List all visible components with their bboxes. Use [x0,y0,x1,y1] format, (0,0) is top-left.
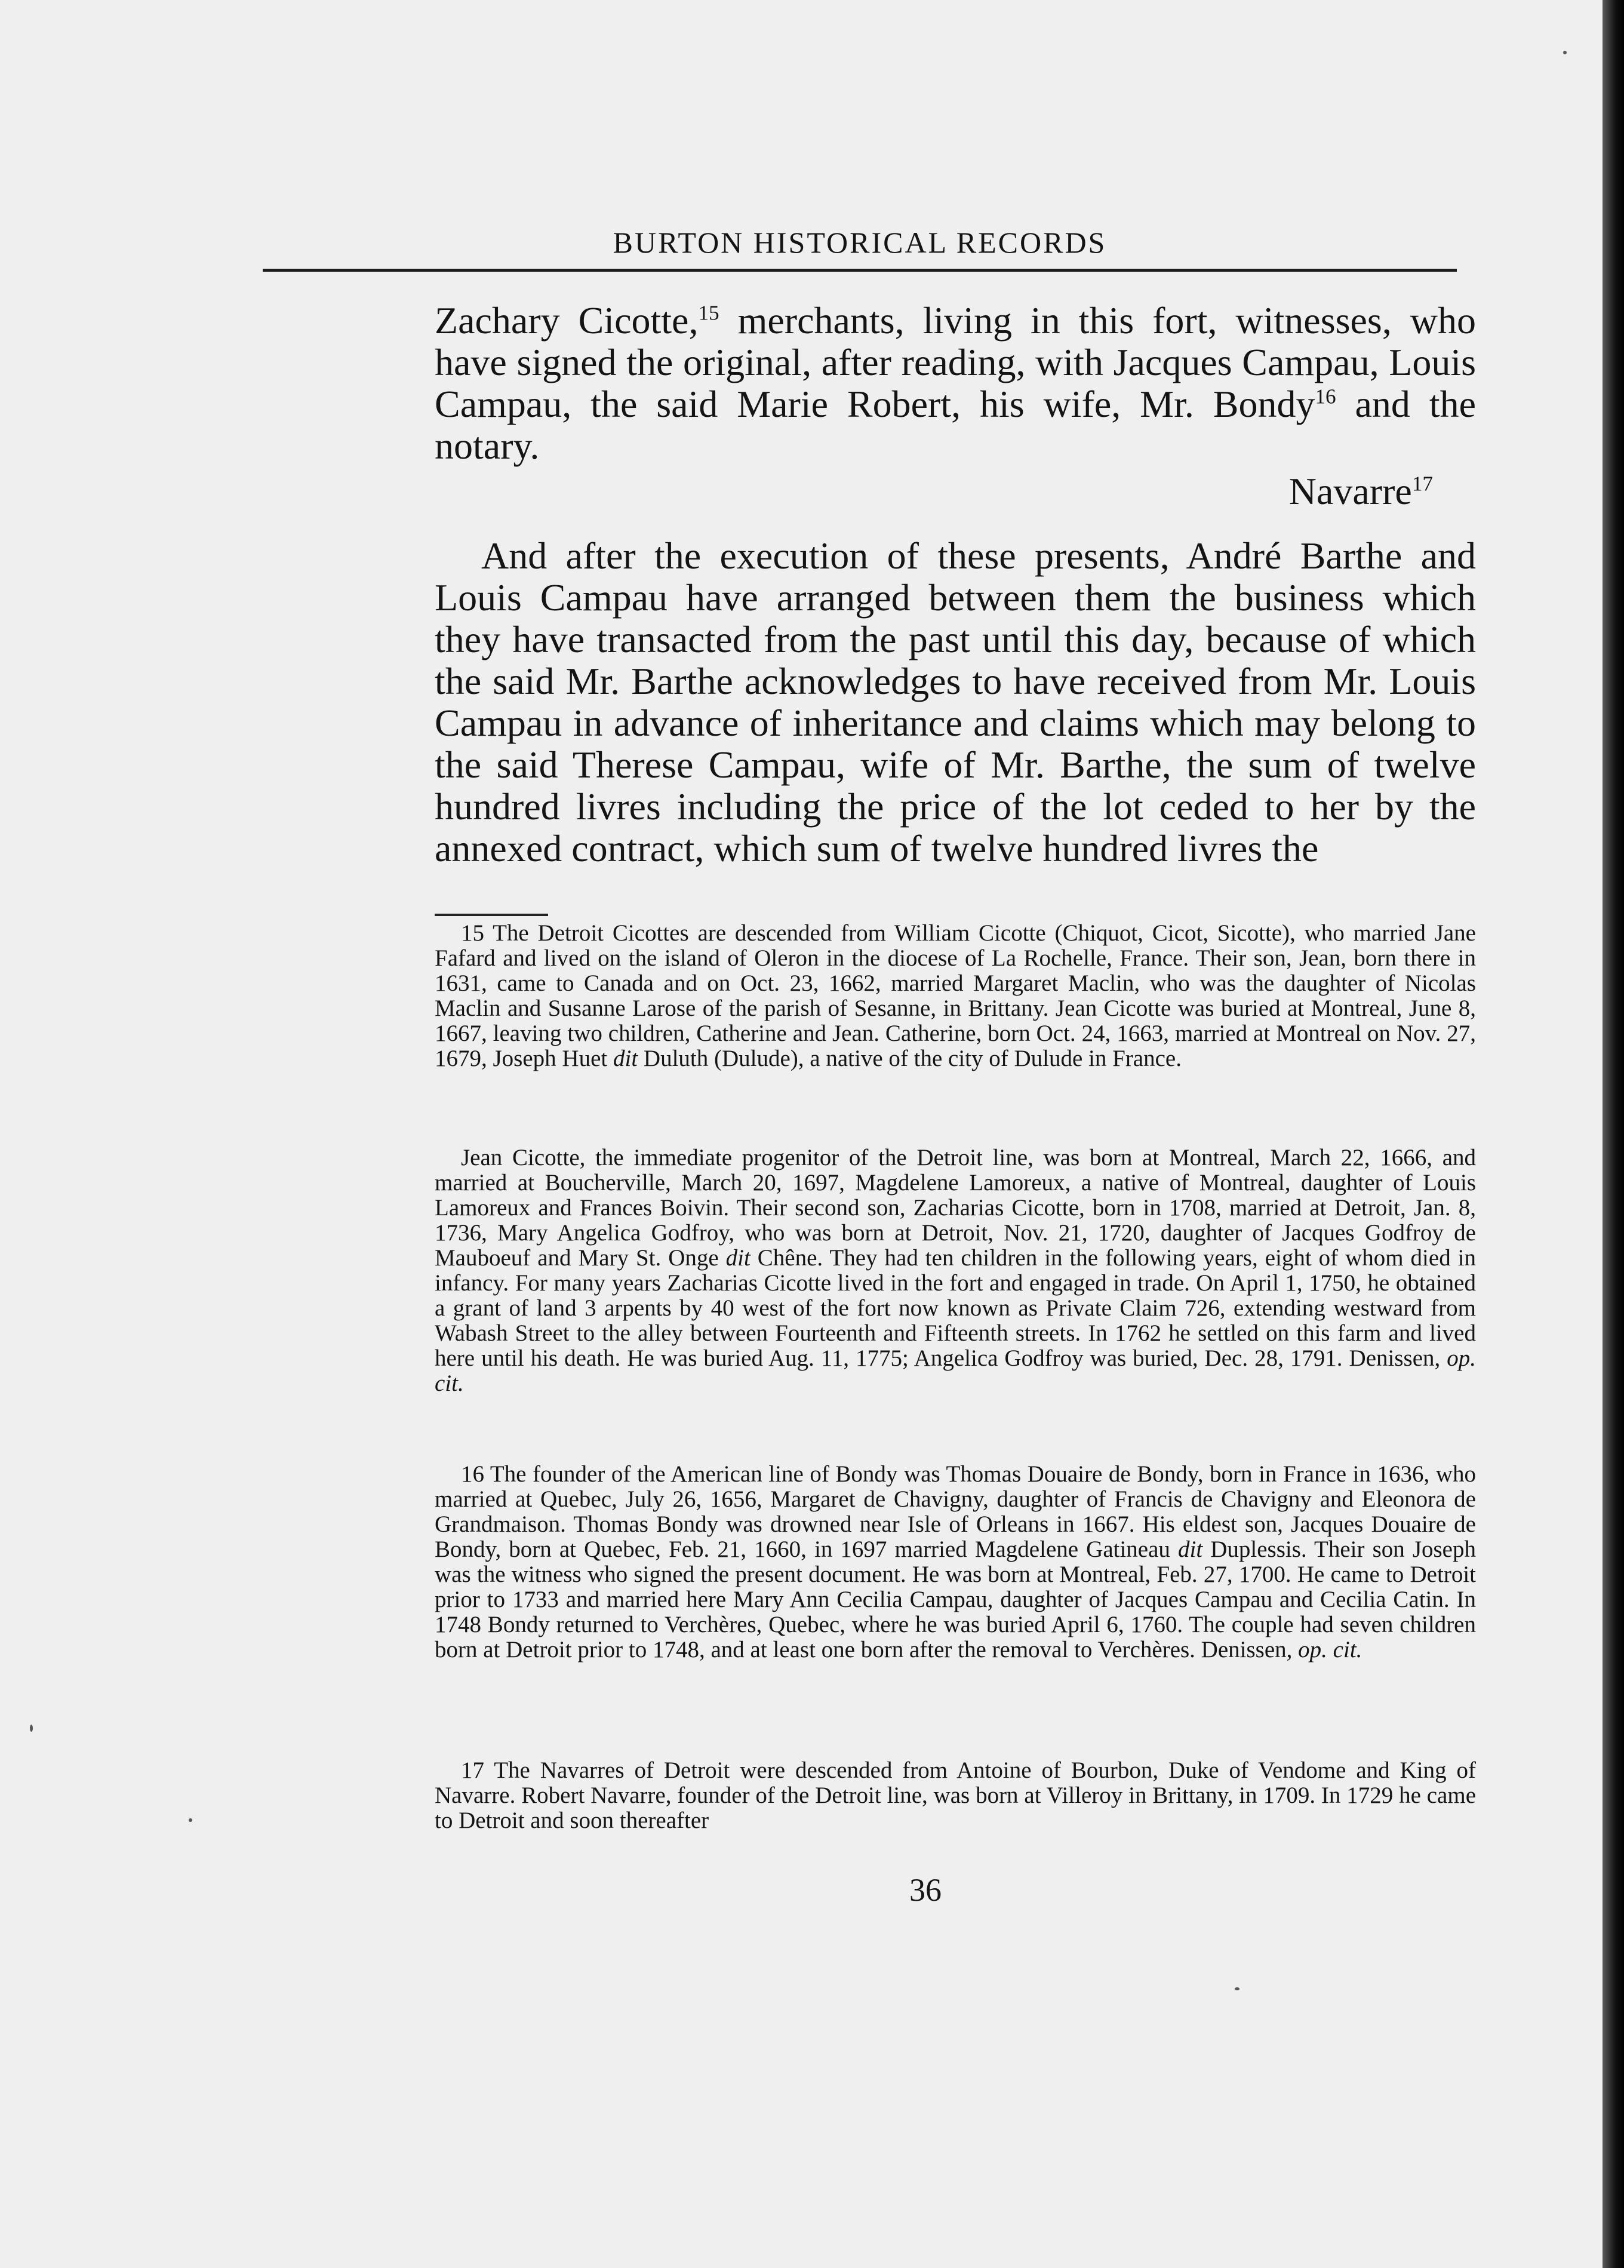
running-header: BURTON HISTORICAL RECORDS [613,226,1107,259]
footnote-16-op-cit: op. cit. [1298,1637,1362,1662]
footnote-15-p2-dit: dit [725,1245,751,1271]
body-paragraph-2: And after the execution of these presents, André Barthe and Louis Campau have arranged between them the business which they have transacted from the past until this day, because of which the said Mr. Barthe acknowledges to have received from Mr. Louis Campau in advance of inheritance and claims which may belong to the said Therese Campau, wife of Mr. Barthe, the sum of twelve hundred livres including the price of the lot ceded to her by the annexed contract, which sum of twelve hundred livres the [435,534,1476,869]
footnote-ref-15: 15 [698,301,719,325]
footnote-ref-17: 17 [1411,472,1433,496]
scan-speck [30,1725,33,1732]
body-paragraph-1 [435,300,1476,467]
footnotes [435,921,1476,1836]
footnote-15-paragraph-2 [435,1145,1476,1462]
scan-speck [1235,1987,1239,1990]
footnote-16 [435,1462,1476,1758]
footnote-16-dit: dit [1178,1536,1203,1562]
footnote-16-text-a: 16 The founder of the American line of Bondy was Thomas Douaire de Bondy, born in France in 1636, who married at Quebec, July 26, 1656, Margaret de Chavigny, daughter of Francis de Chavigny and Eleonora de Grandmaison. Thomas Bondy was drowned near Isle of Orleans in 1667. His eldest son, Jacques Douaire de Bondy, born at Quebec, Feb. 21, 1660, in 1697 married Magdelene Gatineau [435,1461,1476,1562]
para1-mid: merchants, living in this fort, witnesses, who have signed the original, after reading, with Jacques Campau, Louis Campau, the said Marie Robert, his wife, Mr. Bondy [435,299,1477,425]
header-rule [263,269,1457,272]
para1-end: and the notary. [435,383,1477,467]
footnote-15-p2-text-b: Chêne. They had ten children in the following years, eight of whom died in infancy. For many years Zacharias Cicotte lived in the fort and engaged in trade. On April 1, 1750, he obtained a grant of land 3 arpents by 40 west of the fort now known as Private Claim 726, extending westward from Wabash Street to the alley between Fourteenth and Fifteenth streets. In 1762 he settled on this farm and lived here until his death. He was buried Aug. 11, 1775; Angelica Godfroy was buried, Dec. 28, 1791. Denissen, [435,1245,1477,1371]
footnote-15-p2-text-a: Jean Cicotte, the immediate progenitor of the Detroit line, was born at Montreal, March 22, 1666, and married at Boucherville, March 20, 1697, Magdelene Lamoreux, a native of Montreal, daughter of Louis Lamoreux and Frances Boivin. Their second son, Zacharias Cicotte, born in 1708, married at Detroit, Jan. 8, 1736, Mary Angelica Godfroy, who was born at Detroit, Nov. 21, 1720, daughter of Jacques Godfroy de Mauboeuf and Mary St. Onge [435,1145,1476,1271]
footnote-15-text-a: 15 The Detroit Cicottes are descended from William Cicotte (Chiquot, Cicot, Sicotte), who married Jane Fafard and lived on the island of Oleron in the diocese of La Rochelle, France. Their son, Jean, born there in 1631, came to Canada and on Oct. 23, 1662, married Margaret Maclin, who was the daughter of Nicolas Maclin and Susanne Larose of the parish of Sesanne, in Brittany. Jean Cicotte was buried at Montreal, June 8, 1667, leaving two children, Catherine and Jean. Catherine, born Oct. 24, 1663, married at Montreal on Nov. 27, 1679, Joseph Huet [435,920,1476,1071]
footnote-16-text-b: Duplessis. Their son Joseph was the witness who signed the present document. He was born at Montreal, Feb. 27, 1700. He came to Detroit prior to 1733 and married here Mary Ann Cecilia Campau, daughter of Jacques Campau and Cecilia Catin. In 1748 Bondy returned to Verchères, Quebec, where he was buried April 6, 1760. The couple had seven children born at Detroit prior to 1748, and at least one born after the removal to Verchères. Denissen, [435,1536,1476,1662]
footnote-15-paragraph-1 [435,921,1476,1145]
para1-start: Zachary Cicotte, [435,299,699,342]
body-text [435,300,1476,467]
signature-name: Navarre [1288,470,1412,512]
footnote-15-op-cit: op. cit. [435,1345,1476,1396]
page-number: 36 [909,1872,942,1908]
footnote-15-dit: dit [613,1046,638,1071]
footnote-ref-16: 16 [1315,385,1336,408]
footnote-17: 17 The Navarres of Detroit were descended from Antoine of Bourbon, Duke of Vendome and King of Navarre. Robert Navarre, founder of the Detroit line, was born at Villeroy in Brittany, in 1709. In 1729 he came to Detroit and soon thereafter [435,1757,1476,1833]
footnote-rule [435,914,548,916]
notary-signature [1075,471,1433,512]
footnote-15-text-b: Duluth (Dulude), a native of the city of Dulude in France. [638,1046,1182,1071]
scan-speck [1563,51,1567,54]
scan-edge-shadow [1603,0,1624,2268]
scan-speck [189,1818,192,1822]
